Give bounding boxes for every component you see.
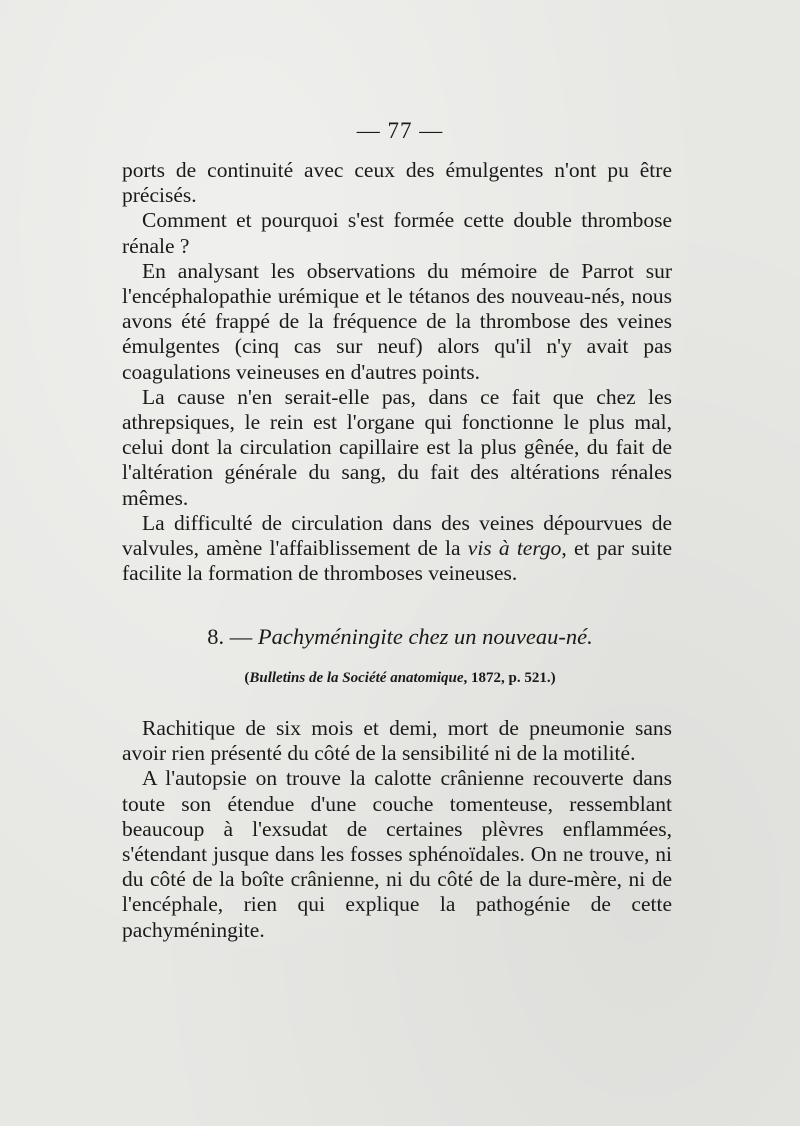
- text-block-bottom: [122, 716, 672, 943]
- paragraph: Comment et pourquoi s'est formée cette double thrombose rénale ?: [122, 208, 672, 258]
- paragraph: ports de continuité avec ceux des émulgentes n'ont pu être précisés.: [122, 158, 672, 208]
- paragraph-text: La difficulté de circulation dans des veines dépourvues de valvules, amène l'affaiblissement de la: [122, 510, 672, 561]
- citation-details: , 1872, p. 521.): [463, 670, 556, 686]
- paragraph: A l'autopsie on trouve la calotte crânienne recouverte dans toute son étendue d'une couche tomenteuse, ressemblant beaucoup à l'exsudat de certaines plèvres enflammées, s'étendant jusque dans les fosses sphénoïdales. On ne trouve, ni du côté de la boîte crânienne, ni du côté de la dure-mère, ni de l'encéphale, rien qui explique la pathogénie de cette pachyméningite.: [122, 766, 672, 942]
- citation-open: (: [244, 670, 250, 686]
- section-heading: [0, 624, 800, 650]
- paragraph: Rachitique de six mois et demi, mort de pneumonie sans avoir rien présenté du côté de la sensibilité ni de la motilité.: [122, 716, 672, 766]
- paragraph: [122, 511, 672, 587]
- latin-phrase: vis à tergo: [467, 536, 562, 561]
- section-number: 8. —: [207, 624, 258, 649]
- text-block-top: [122, 158, 672, 586]
- source-citation: [0, 670, 800, 687]
- paragraph: En analysant les observations du mémoire de Parrot sur l'encéphalopathie urémique et le tétanos des nouveau-nés, nous avons été frappé de la fréquence de la thrombose des veines émulgentes (cinq cas sur neuf) alors qu'il n'y avait pas coagulations veineuses en d'autres points.: [122, 258, 672, 384]
- page-number: — 77 —: [356, 118, 444, 143]
- paragraph: La cause n'en serait-elle pas, dans ce fait que chez les athrepsiques, le rein est l'organe qui fonctionne le plus mal, celui dont la circulation capillaire est la plus gênée, du fait de l'altération générale du sang, du fait des altérations rénales mêmes.: [122, 384, 672, 510]
- section-title: Pachyméningite chez un nouveau-né.: [257, 624, 593, 649]
- citation-journal: Bulletins de la Société anatomique: [249, 670, 464, 686]
- paragraph-text: , et par suite facilite la formation de thromboses veineuses.: [122, 536, 673, 586]
